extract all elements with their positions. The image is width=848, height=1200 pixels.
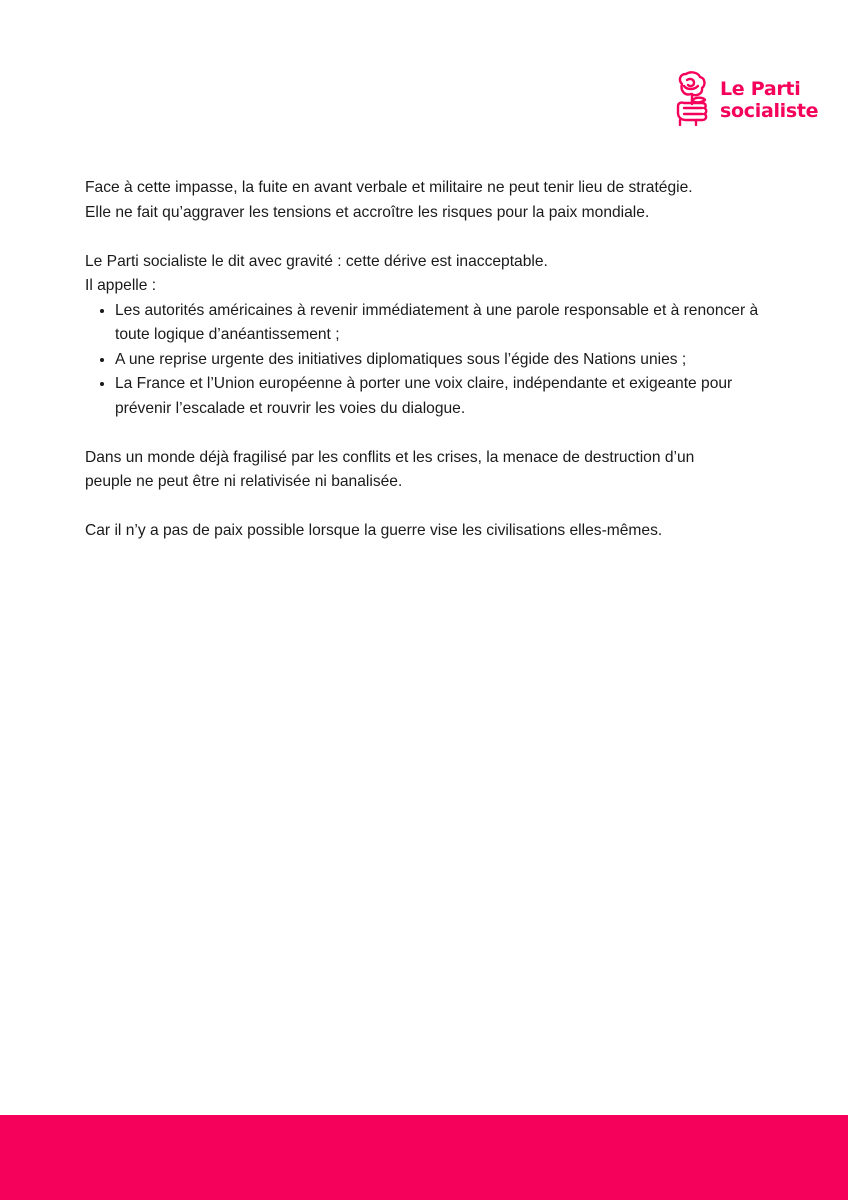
paragraph-4: Car il n’y a pas de paix possible lorsque la guerre vise les civilisations elles-mêmes.	[85, 522, 663, 539]
footer-color-band	[0, 1115, 848, 1200]
list-item: • Les autorités américaines à revenir immédiatement à une parole responsable et à renoncer à toute logique d’anéantissement ;	[115, 299, 765, 348]
list-item: • La France et l’Union européenne à porter une voix claire, indépendante et exigeante pour prévenir l’escalade et rouvrir les voies du dialogue.	[115, 372, 765, 421]
paragraph-2-line-1: Le Parti socialiste le dit avec gravité : cette dérive est inacceptable.	[85, 252, 548, 270]
party-logo	[672, 70, 818, 126]
paragraph-2-line-2: Il appelle :	[85, 277, 157, 294]
party-name-line1: Le Parti	[720, 78, 801, 100]
list-item: • A une reprise urgente des initiatives diplomatiques sous l’égide des Nations unies ;	[115, 348, 765, 373]
appeal-list	[85, 299, 765, 422]
party-name	[720, 78, 818, 122]
rose-in-fist-icon	[672, 70, 714, 126]
paragraph-1-line-2: Elle ne fait qu’aggraver les tensions et accroître les risques pour la paix mondiale.	[85, 203, 650, 221]
statement-body	[85, 176, 765, 544]
paragraph-1-line-1: Face à cette impasse, la fuite en avant verbale et militaire ne peut tenir lieu de stratégie.	[85, 179, 693, 196]
paragraph-3-line-1: Dans un monde déjà fragilisé par les conflits et les crises, la menace de destruction d’un	[85, 448, 695, 466]
party-name-line2: socialiste	[720, 100, 819, 122]
paragraph-3-line-2: peuple ne peut être ni relativisée ni banalisée.	[85, 473, 403, 490]
